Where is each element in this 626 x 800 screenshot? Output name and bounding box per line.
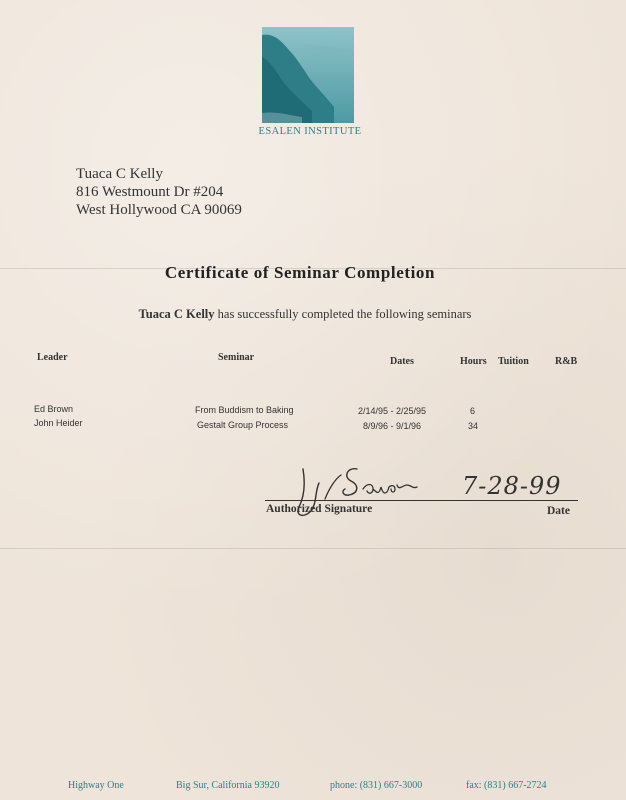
recipient-street: 816 Westmount Dr #204	[76, 184, 224, 200]
footer-fax: fax: (831) 667-2724	[466, 780, 547, 791]
date-label: Date	[547, 505, 570, 517]
header-hours: Hours	[460, 356, 487, 367]
certificate-title: Certificate of Seminar Completion	[164, 263, 436, 282]
recipient-name: Tuaca C Kelly	[76, 166, 163, 182]
header-leader: Leader	[37, 352, 68, 363]
esalen-logo-icon	[262, 27, 354, 123]
footer-street: Highway One	[68, 780, 124, 791]
row-seminar: From Buddism to Baking	[195, 405, 294, 415]
header-dates: Dates	[390, 356, 414, 367]
recipient-city: West Hollywood CA 90069	[76, 202, 242, 218]
paper-fold-line	[0, 548, 626, 549]
subject-name: Tuaca C Kelly	[138, 307, 215, 321]
row-dates: 8/9/96 - 9/1/96	[363, 421, 422, 431]
footer-city: Big Sur, California 93920	[176, 780, 280, 791]
signature-date: 7-28-99	[462, 472, 562, 500]
signature-line	[265, 500, 578, 501]
completion-statement	[0, 307, 610, 322]
row-leader: Ed Brown	[34, 404, 74, 414]
header-tuition: Tuition	[498, 356, 529, 367]
statement-text: has successfully completed the following seminars	[217, 307, 472, 321]
row-leader: John Heider	[34, 418, 83, 428]
footer-phone: phone: (831) 667-3000	[330, 780, 423, 791]
header-rb: R&B	[555, 356, 578, 367]
logo-wordmark: ESALEN INSTITUTE	[258, 126, 362, 137]
row-dates: 2/14/95 - 2/25/95	[358, 406, 427, 416]
row-hours: 34	[468, 421, 479, 431]
authorized-signature-label: Authorized Signature	[266, 503, 373, 515]
row-hours: 6	[470, 406, 476, 416]
row-seminar: Gestalt Group Process	[197, 420, 289, 430]
header-seminar: Seminar	[218, 352, 255, 363]
